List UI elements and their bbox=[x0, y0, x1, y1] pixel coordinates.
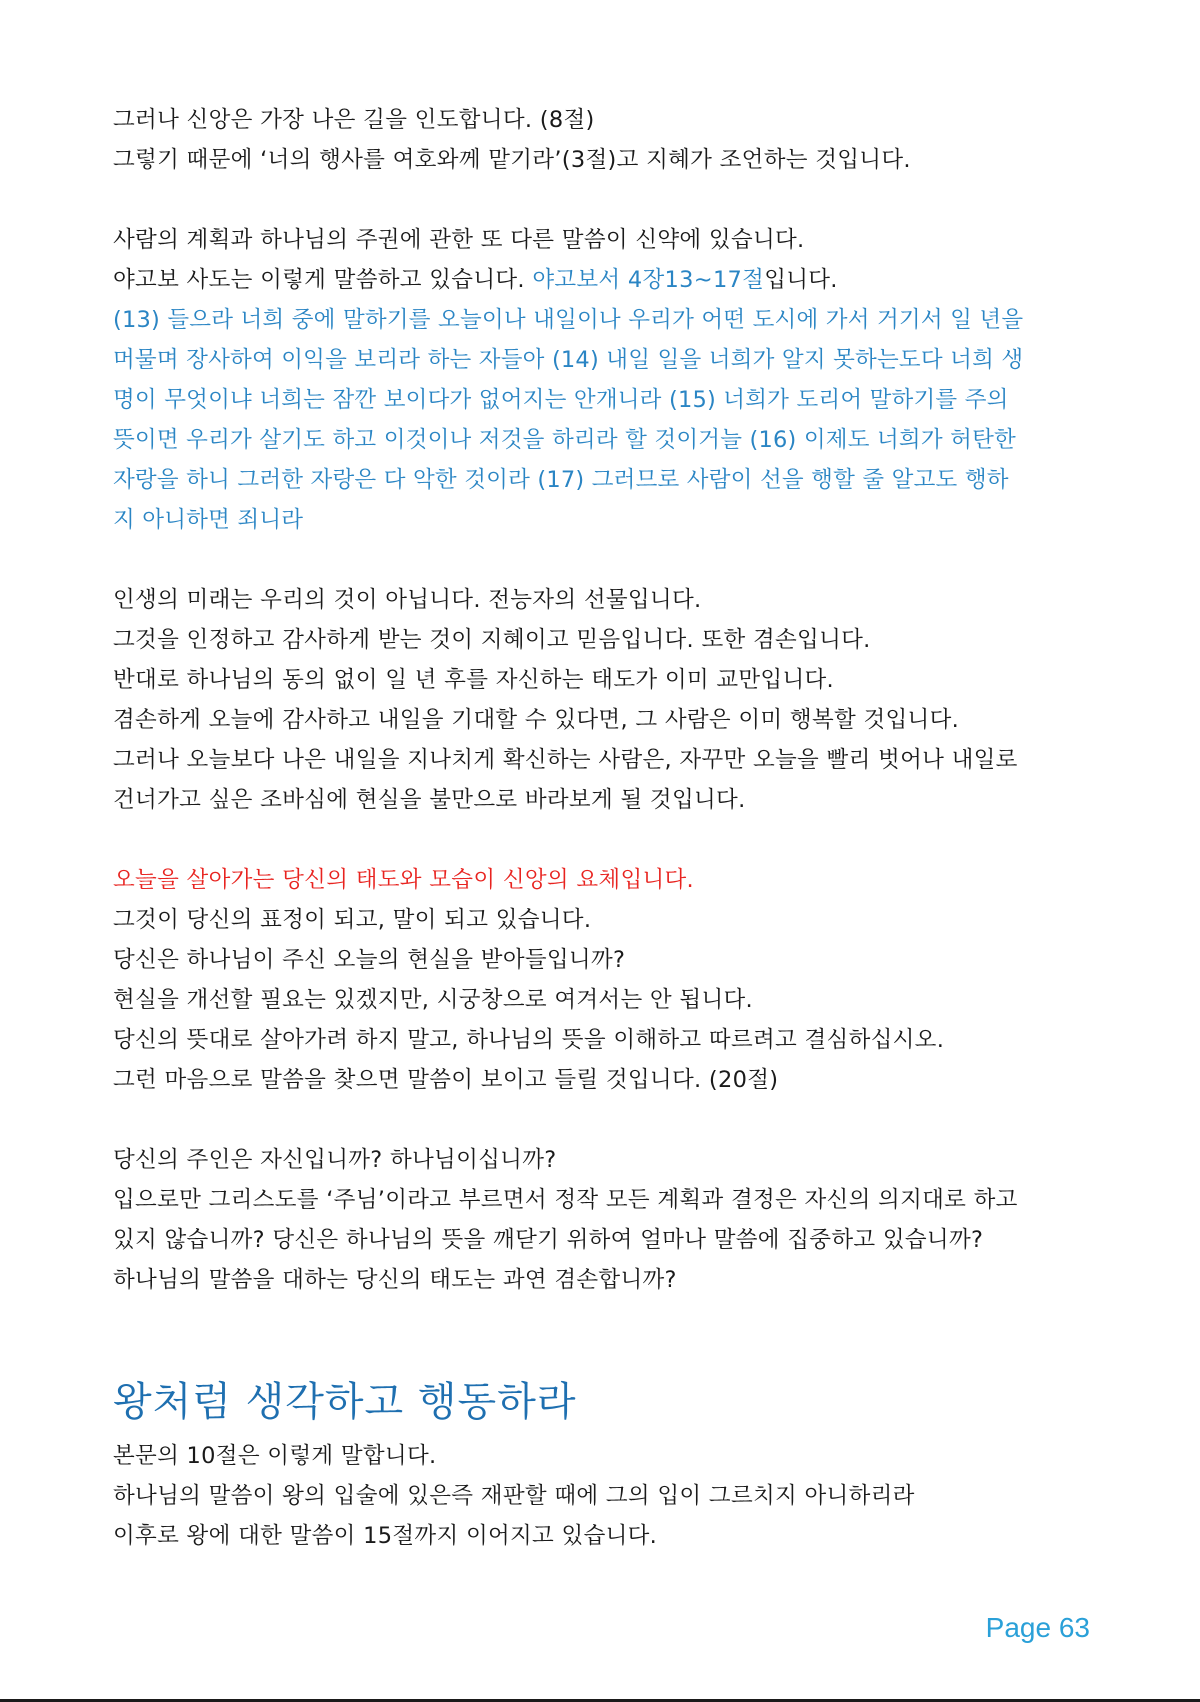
text-line: 현실을 개선할 필요는 있겠지만, 시궁창으로 여겨서는 안 됩니다. bbox=[113, 987, 753, 1013]
paragraph-5 bbox=[113, 1140, 1103, 1300]
paragraph-gap bbox=[113, 1100, 1103, 1140]
paragraph-1 bbox=[113, 100, 1103, 180]
paragraph-gap bbox=[113, 820, 1103, 860]
text-line: 이후로 왕에 대한 말씀이 15절까지 이어지고 있습니다. bbox=[113, 1523, 658, 1549]
page-number: Page 63 bbox=[985, 1612, 1090, 1643]
paragraph-gap bbox=[113, 540, 1103, 580]
text-line: 사람의 계획과 하나님의 주권에 관한 또 다른 말씀이 신약에 있습니다. bbox=[113, 227, 805, 253]
text-span: 입니다. bbox=[764, 267, 838, 293]
section-body bbox=[113, 1436, 1103, 1556]
text-line: 그것이 당신의 표정이 되고, 말이 되고 있습니다. bbox=[113, 907, 592, 933]
scripture-line: 머물며 장사하여 이익을 보리라 하는 자들아 (14) 내일 일을 너희가 알지 못하는도다 너희 생 bbox=[113, 347, 1024, 373]
text-line: 그렇기 때문에 ‘너의 행사를 여호와께 맡기라’(3절)고 지혜가 조언하는 것입니다. bbox=[113, 147, 911, 173]
text-line: 당신은 하나님이 주신 오늘의 현실을 받아들입니까? bbox=[113, 947, 626, 973]
paragraph-gap bbox=[113, 180, 1103, 220]
text-line: 그것을 인정하고 감사하게 받는 것이 지혜이고 믿음입니다. 또한 겸손입니다. bbox=[113, 627, 871, 653]
text-line bbox=[113, 260, 1103, 300]
text-line: 있지 않습니까? 당신은 하나님의 뜻을 깨닫기 위하여 얼마나 말씀에 집중하고 있습니까? bbox=[113, 1227, 984, 1253]
text-line: 당신의 뜻대로 살아가려 하지 말고, 하나님의 뜻을 이해하고 따르려고 결심하십시오. bbox=[113, 1027, 945, 1053]
paragraph-3 bbox=[113, 580, 1103, 820]
text-line: 당신의 주인은 자신입니까? 하나님이십니까? bbox=[113, 1147, 557, 1173]
paragraph-4 bbox=[113, 860, 1103, 1100]
page-content bbox=[113, 100, 1103, 1556]
text-line: 그러나 오늘보다 나은 내일을 지나치게 확신하는 사람은, 자꾸만 오늘을 빨리 벗어나 내일로 bbox=[113, 747, 1018, 773]
text-span: 야고보 사도는 이렇게 말씀하고 있습니다. bbox=[113, 267, 533, 293]
scripture-line: 뜻이면 우리가 살기도 하고 이것이나 저것을 하리라 할 것이거늘 (16) 이제도 너희가 허탄한 bbox=[113, 427, 1016, 453]
text-line: 하나님의 말씀이 왕의 입술에 있은즉 재판할 때에 그의 입이 그르치지 아니하리라 bbox=[113, 1483, 915, 1509]
text-line: 본문의 10절은 이렇게 말합니다. bbox=[113, 1443, 437, 1469]
scripture-reference: 야고보서 4장13~17절 bbox=[532, 267, 765, 293]
scripture-line: 명이 무엇이냐 너희는 잠깐 보이다가 없어지는 안개니라 (15) 너희가 도리어 말하기를 주의 bbox=[113, 387, 1009, 413]
text-line: 겸손하게 오늘에 감사하고 내일을 기대할 수 있다면, 그 사람은 이미 행복할 것입니다. bbox=[113, 707, 960, 733]
scripture-line: 자랑을 하니 그러한 자랑은 다 악한 것이라 (17) 그러므로 사람이 선을 행할 줄 알고도 행하 bbox=[113, 467, 1009, 493]
text-line: 그런 마음으로 말씀을 찾으면 말씀이 보이고 들릴 것입니다. (20절) bbox=[113, 1067, 779, 1093]
scripture-passage bbox=[113, 300, 1103, 540]
highlighted-text-line: 오늘을 살아가는 당신의 태도와 모습이 신앙의 요체입니다. bbox=[113, 867, 695, 893]
text-line: 입으로만 그리스도를 ‘주님’이라고 부르면서 정작 모든 계획과 결정은 자신의 의지대로 하고 bbox=[113, 1187, 1018, 1213]
section-heading: 왕처럼 생각하고 행동하라 bbox=[113, 1379, 577, 1425]
scripture-line: (13) 들으라 너희 중에 말하기를 오늘이나 내일이나 우리가 어떤 도시에 가서 거기서 일 년을 bbox=[113, 307, 1024, 333]
text-line: 하나님의 말씀을 대하는 당신의 태도는 과연 겸손합니까? bbox=[113, 1267, 677, 1293]
text-line: 인생의 미래는 우리의 것이 아닙니다. 전능자의 선물입니다. bbox=[113, 587, 702, 613]
text-line: 건너가고 싶은 조바심에 현실을 불만으로 바라보게 될 것입니다. bbox=[113, 787, 746, 813]
scripture-line: 지 아니하면 죄니라 bbox=[113, 507, 304, 533]
paragraph-2 bbox=[113, 220, 1103, 300]
text-line: 반대로 하나님의 동의 없이 일 년 후를 자신하는 태도가 이미 교만입니다. bbox=[113, 667, 834, 693]
text-line: 그러나 신앙은 가장 나은 길을 인도합니다. (8절) bbox=[113, 107, 595, 133]
